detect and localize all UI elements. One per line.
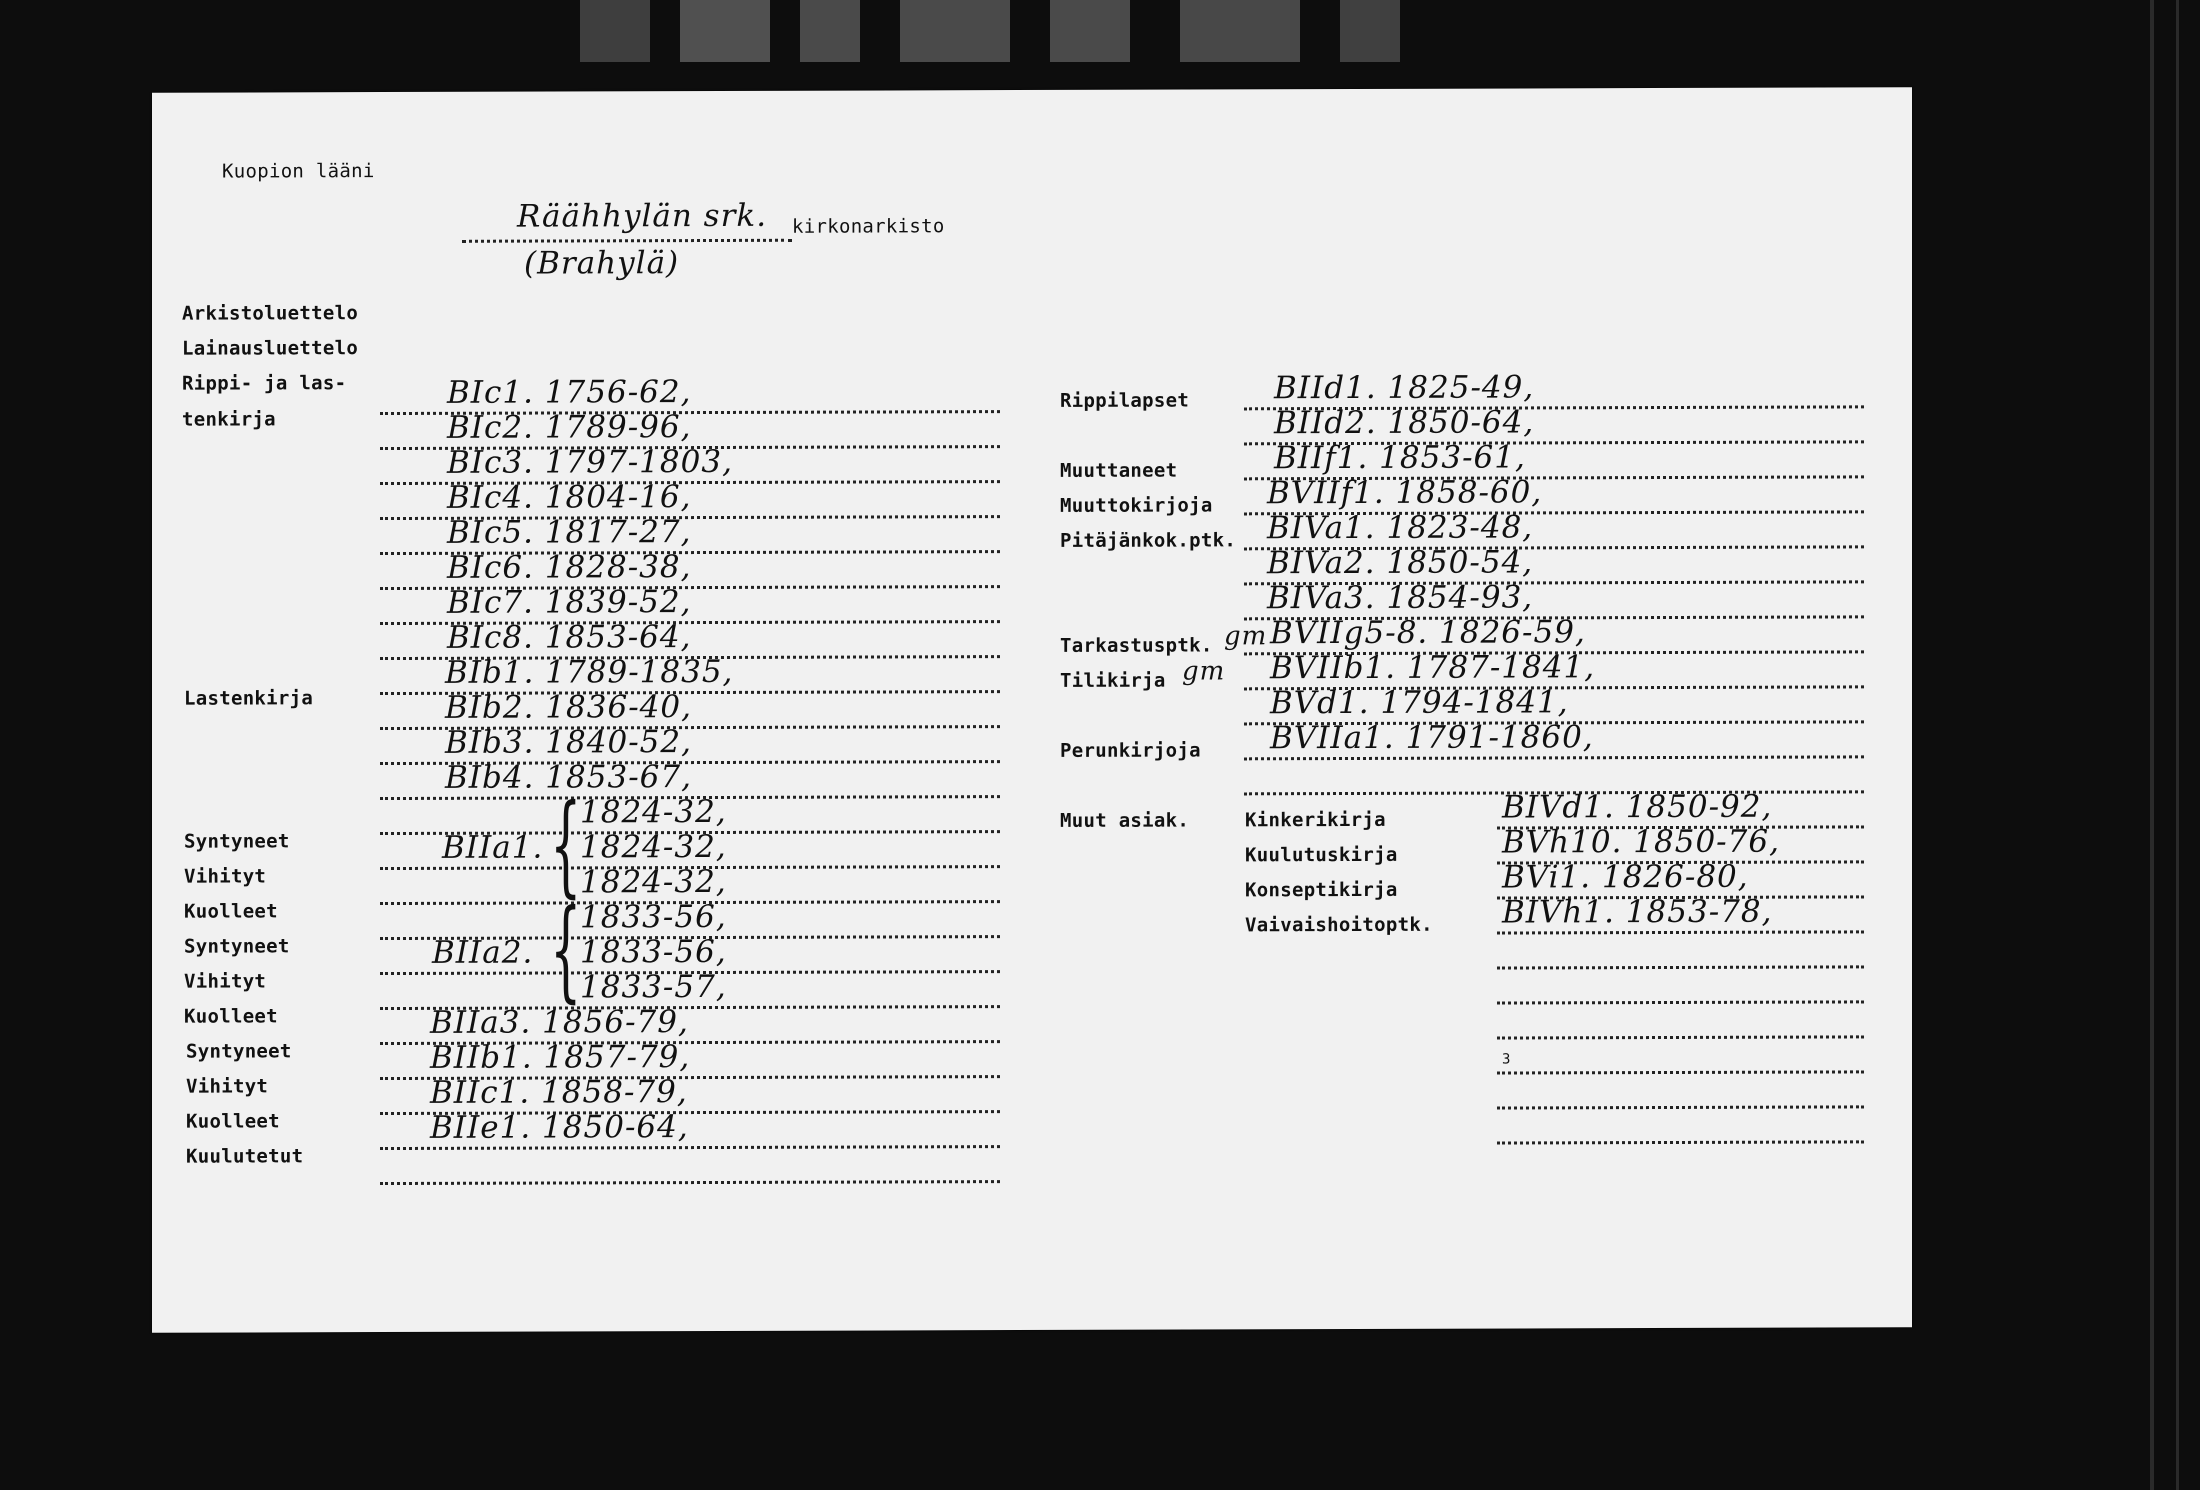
entry-syntyneet-3: BIIa3. 1856-79, <box>430 1004 689 1041</box>
film-top-banner <box>540 0 1440 62</box>
parish-alt-handwritten: (Brahylä) <box>524 245 680 282</box>
muut-dotted-line <box>1497 930 1864 934</box>
label-muut-asiak: Muut asiak. <box>1060 809 1190 832</box>
entry-konseptikirja: BVi1. 1826-80, <box>1502 858 1749 896</box>
entry-syntyneet-2: 1833-56, <box>580 898 727 936</box>
entry-rippi-6: BIc6. 1828-38, <box>447 549 692 586</box>
brace-group-1: { <box>550 780 582 909</box>
label-pitajankok: Pitäjänkok.ptk. <box>1060 529 1237 552</box>
entry-pitajankok-1: BIVa1. 1823-48, <box>1267 509 1534 547</box>
entry-rippilapset-2: BIId2. 1850-64, <box>1274 404 1535 442</box>
label-rippi-1: Rippi- ja las- <box>182 372 347 395</box>
label-kuolleet-2: Kuolleet <box>184 1005 278 1028</box>
entry-rippi-1: BIc1. 1756-62, <box>447 374 692 411</box>
parish-dotted-line <box>462 239 792 243</box>
film-edge-right-2 <box>2176 0 2179 1490</box>
entry-rippi-8: BIc8. 1853-64, <box>447 619 692 656</box>
muut-dotted-line <box>1497 1035 1864 1039</box>
label-konseptikirja: Konseptikirja <box>1245 878 1398 902</box>
entry-rippi-7: BIc7. 1839-52, <box>447 584 692 621</box>
label-tarkastusptk: Tarkastusptk. <box>1060 634 1213 657</box>
label-arkistoluettelo: Arkistoluettelo <box>182 302 359 325</box>
archive-index-card <box>152 87 1912 1333</box>
entry-rippilapset-1: BIId1. 1825-49, <box>1274 369 1535 407</box>
parish-handwritten: Räähhylän srk. <box>517 197 768 235</box>
label-muuttaneet: Muuttaneet <box>1060 459 1178 482</box>
label-lainausluettelo: Lainausluettelo <box>182 337 359 360</box>
entry-vihityt-2: 1833-56, <box>580 933 727 971</box>
entry-muuttaneet: BIIf1. 1853-61, <box>1274 439 1526 477</box>
entry-syntyneet-1: 1824-32, <box>580 793 727 831</box>
entry-lasten-3: BIb3. 1840-52, <box>445 724 692 761</box>
label-kuolleet-3: Kuolleet <box>186 1110 280 1133</box>
brace-group-2: { <box>550 885 582 1014</box>
archive-type-label: kirkonarkisto <box>792 215 945 238</box>
entry-kuulutuskirja: BVh10. 1850-76, <box>1502 823 1780 861</box>
entry-vihityt-1: 1824-32, <box>580 828 727 866</box>
entry-rippi-3: BIc3. 1797-1803, <box>447 443 733 481</box>
entry-kuolleet-2: 1833-57, <box>580 968 727 1006</box>
muut-dotted-line <box>1497 1140 1864 1144</box>
label-perunkirjoja: Perunkirjoja <box>1060 739 1201 762</box>
left-dotted-line <box>380 1145 1000 1150</box>
muut-dotted-line <box>1497 1000 1864 1004</box>
label-vihityt-1: Vihityt <box>184 865 267 888</box>
note-tarkastus: gm <box>1224 621 1268 652</box>
entry-vihityt-3: BIIb1. 1857-79, <box>430 1039 691 1076</box>
label-kuolleet-1: Kuolleet <box>184 900 278 923</box>
entry-vaivaishoitoptk: BIVh1. 1853-78, <box>1502 893 1773 931</box>
brace-group-2-label: BIIa2. <box>432 934 534 971</box>
entry-kuolleet-1: 1824-32, <box>580 863 727 901</box>
entry-pitajankok-2: BIVa2. 1850-54, <box>1267 544 1534 582</box>
entry-lasten-2: BIb2. 1836-40, <box>445 689 692 726</box>
label-tilikirja: Tilikirja <box>1060 669 1166 692</box>
muut-dotted-line <box>1497 1070 1864 1074</box>
entry-rippi-2: BIc2. 1789-96, <box>447 409 692 446</box>
label-kinkerikirja: Kinkerikirja <box>1245 808 1386 832</box>
small-mark: 3 <box>1502 1051 1511 1068</box>
entry-pitajankok-3: BIVa3. 1854-93, <box>1267 579 1534 617</box>
entry-lasten-1: BIb1. 1789-1835, <box>445 653 734 691</box>
film-edge-right <box>2150 0 2154 1490</box>
province-label: Kuopion lääni <box>222 160 375 183</box>
entry-rippi-4: BIc4. 1804-16, <box>447 479 692 516</box>
label-vihityt-3: Vihityt <box>186 1075 269 1098</box>
left-dotted-line <box>380 1180 1000 1185</box>
label-vaivaishoitoptk: Vaivaishoitoptk. <box>1245 913 1433 937</box>
label-lastenkirja: Lastenkirja <box>184 687 314 710</box>
label-muuttokirjoja: Muuttokirjoja <box>1060 494 1213 517</box>
entry-lasten-4: BIb4. 1853-67, <box>445 759 692 796</box>
note-tilikirja: gm <box>1182 656 1226 687</box>
muut-dotted-line <box>1497 965 1864 969</box>
entry-tilikirja-1: BVIIb1. 1787-1841, <box>1270 649 1596 687</box>
label-kuulutuskirja: Kuulutuskirja <box>1245 843 1398 867</box>
muut-dotted-line <box>1497 1105 1864 1109</box>
right-dotted-line <box>1244 755 1864 760</box>
label-syntyneet-3: Syntyneet <box>186 1040 292 1063</box>
label-rippi-2: tenkirja <box>182 408 276 431</box>
label-kuulutetut: Kuulutetut <box>186 1145 304 1168</box>
entry-kuolleet-3: BIIc1. 1858-79, <box>430 1074 688 1111</box>
brace-group-1-label: BIIa1. <box>442 829 544 866</box>
entry-kuulutetut: BIIe1. 1850-64, <box>430 1109 689 1146</box>
label-rippilapset: Rippilapset <box>1060 389 1190 412</box>
entry-perunkirjoja: BVIIa1. 1791-1860, <box>1270 719 1594 757</box>
label-vihityt-2: Vihityt <box>184 970 267 993</box>
entry-rippi-5: BIc5. 1817-27, <box>447 514 692 551</box>
label-syntyneet-1: Syntyneet <box>184 830 290 853</box>
entry-muuttokirjoja: BVIIf1. 1858-60, <box>1267 474 1543 512</box>
entry-tilikirja-2: BVd1. 1794-1841, <box>1270 684 1569 722</box>
entry-tarkastusptk: BVIIg5-8. 1826-59, <box>1270 614 1586 652</box>
entry-kinkerikirja: BIVd1. 1850-92, <box>1502 788 1773 826</box>
label-syntyneet-2: Syntyneet <box>184 935 290 958</box>
